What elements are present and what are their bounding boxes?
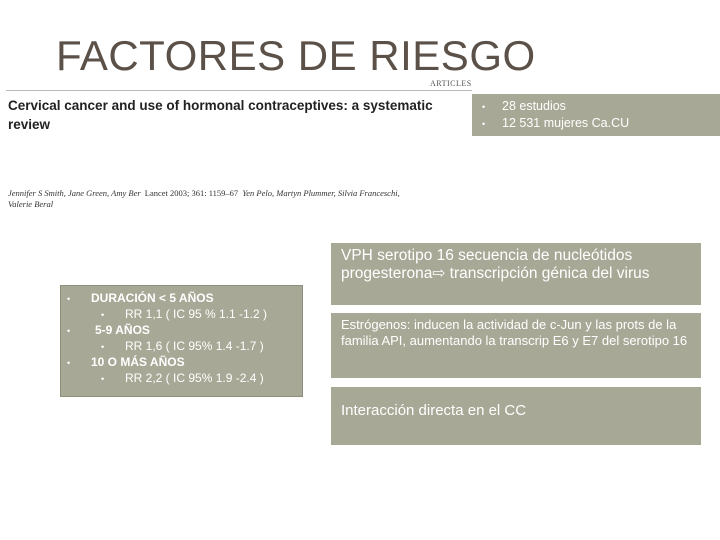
duration-group-detail: • RR 1,6 ( IC 95% 1.4 -1.7 ) xyxy=(101,339,264,353)
duration-group-label: • 5-9 AÑOS xyxy=(67,323,150,337)
paper-citation: Lancet 2003; 361: 1159–67 xyxy=(144,188,239,198)
duration-group-label: • DURACIÓN < 5 AÑOS xyxy=(67,291,214,305)
bullet-icon: • xyxy=(67,294,71,304)
authors-last: Valerie Beral xyxy=(8,199,54,209)
duration-risk-box xyxy=(60,285,303,397)
summary-item: • 12 531 mujeres Ca.CU xyxy=(482,115,720,132)
paper-title: Cervical cancer and use of hormonal contraceptives: a systematic review xyxy=(8,98,433,132)
authors-start: Jennifer S Smith, Jane Green, Amy Ber xyxy=(8,188,141,198)
bullet-icon: • xyxy=(101,374,105,384)
duration-group-label: • 10 O MÁS AÑOS xyxy=(67,355,185,369)
study-summary-box xyxy=(472,94,720,136)
bullet-icon: • xyxy=(482,119,486,129)
estrogen-card: Estrógenos: inducen la actividad de c-Jun y las prots de la familia API, aumentando la transcrip E6 y E7 del serotipo 16 xyxy=(331,313,701,378)
bullet-icon: • xyxy=(101,342,105,352)
bullet-icon: • xyxy=(67,358,71,368)
paper-authors xyxy=(8,188,478,210)
duration-group-detail: • RR 1,1 ( IC 95 % 1.1 -1.2 ) xyxy=(101,307,268,321)
slide-title: FACTORES DE RIESGO xyxy=(56,32,536,79)
articles-label: ARTICLES xyxy=(430,79,472,88)
direct-interaction-card: Interacción directa en el CC xyxy=(331,387,701,445)
hpv-progesterone-card: VPH serotipo 16 secuencia de nucleótidos progesterona⇨ transcripción génica del virus xyxy=(331,243,701,305)
bullet-icon: • xyxy=(101,310,105,320)
duration-group-detail: • RR 2,2 ( IC 95% 1.9 -2.4 ) xyxy=(101,371,264,385)
bullet-icon: • xyxy=(482,102,486,112)
authors-end: Yen Pelo, Martyn Plummer, Silvia Franceschi, xyxy=(242,188,400,198)
summary-item: • 28 estudios xyxy=(482,98,720,115)
bullet-icon: • xyxy=(67,326,71,336)
paper-divider xyxy=(6,90,472,91)
